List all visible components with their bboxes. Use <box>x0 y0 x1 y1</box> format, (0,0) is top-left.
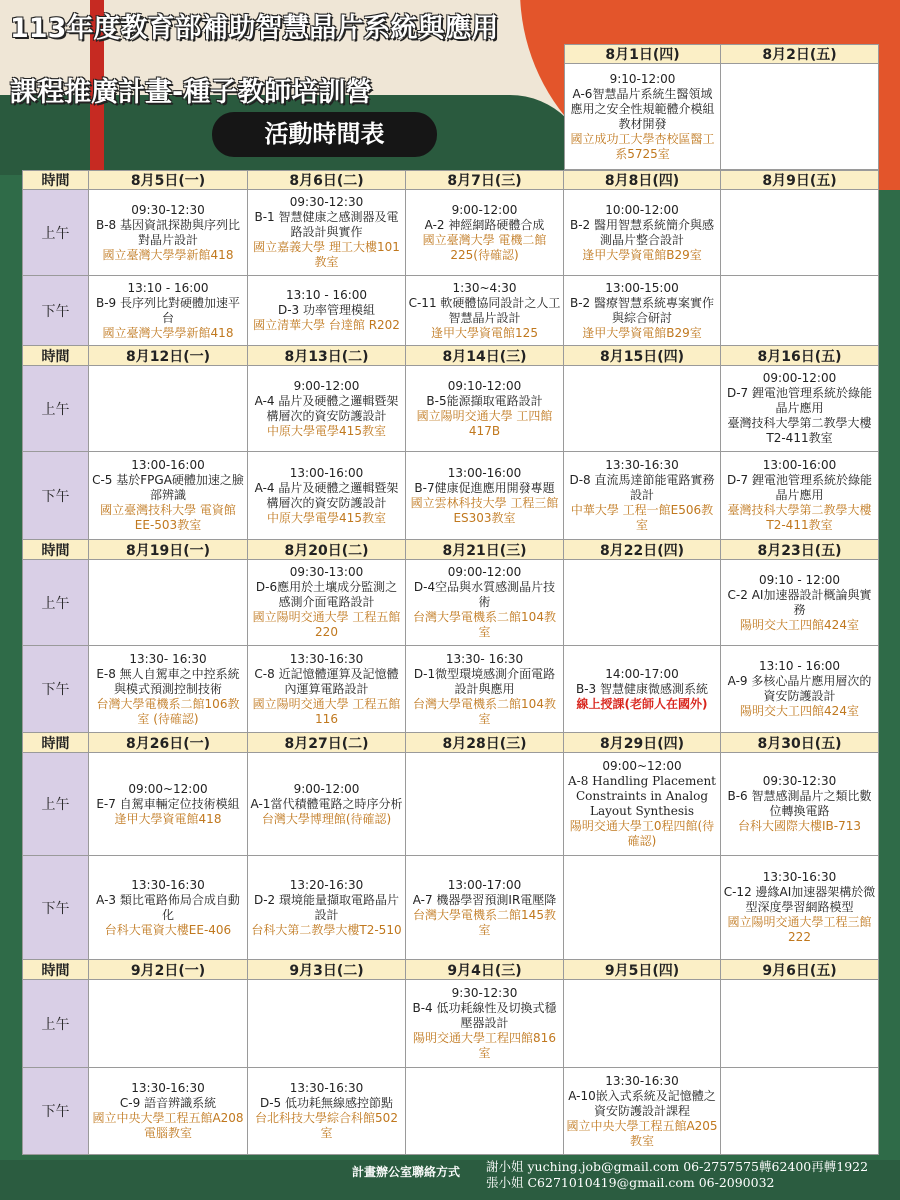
session-location: 陽明交大工四館424室 <box>740 704 859 718</box>
session-cell-pm <box>89 452 248 540</box>
time-column-header: 時間 <box>22 540 89 560</box>
session-location: 台灣大學電機系二館104教室 <box>413 696 556 726</box>
session-course: B-1 智慧健康之感測器及電路設計與實作 <box>254 210 399 239</box>
session-time: 09:30-13:00 <box>289 565 364 579</box>
session-time: 9:00-12:00 <box>293 378 360 393</box>
day-header: 8月14日(三) <box>406 346 564 366</box>
session-cell-am <box>406 366 564 452</box>
session-cell-pm <box>89 856 248 960</box>
session-course: A-6智慧晶片系統生醫領域應用之安全性規範體介模組教材開發 <box>570 86 715 131</box>
day-header: 8月26日(一) <box>89 733 248 753</box>
session-cell-am <box>248 366 406 452</box>
session-cell-am <box>721 980 879 1068</box>
session-cell-am <box>89 190 248 276</box>
session-cell-pm <box>89 276 248 346</box>
session-course: B-3 智慧健康微感測系統 <box>575 681 708 696</box>
session-time: 13:00-16:00 <box>131 458 205 472</box>
day-header: 8月6日(二) <box>248 170 406 190</box>
time-column-header: 時間 <box>22 170 89 190</box>
session-location: 中華大學 工程一館E506教室 <box>570 503 714 532</box>
session-cell-am <box>406 753 564 856</box>
session-course: D-1微型環境感測介面電路設計與應用 <box>413 666 556 696</box>
day-header: 8月22日(四) <box>564 540 721 560</box>
session-cell-am <box>721 753 879 856</box>
day-header: 8月23日(五) <box>721 540 879 560</box>
session-course: D-7 鋰電池管理系統於綠能晶片應用 <box>726 473 873 502</box>
session-location: 台灣大學博理館(待確認) <box>261 811 392 826</box>
session-cell-pm <box>564 646 721 733</box>
session-time: 9:30-12:30 <box>451 986 518 1000</box>
session-course: A-10嵌入式系統及記憶體之資安防護設計課程 <box>568 1088 716 1118</box>
session-cell-pm <box>564 1068 721 1155</box>
session-cell-am <box>564 190 721 276</box>
session-time: 10:00-12:00 <box>605 202 679 217</box>
session-time: 13:30-16:30 <box>289 1081 364 1095</box>
session-location: 臺灣技科大學第二教學大樓T2-411教室 <box>727 503 872 532</box>
pm-label: 下午 <box>22 856 89 960</box>
session-course: D-6應用於土壤成分監測之感測介面電路設計 <box>255 580 398 609</box>
session-course: D-4空品與水質感測晶片技術 <box>413 580 556 609</box>
session-time: 13:30-16:30 <box>605 458 679 472</box>
day-header: 8月12日(一) <box>89 346 248 366</box>
time-column-header: 時間 <box>22 960 89 980</box>
title-line-1: 113年度教育部補助智慧晶片系統與應用 <box>10 13 499 44</box>
session-time: 9:10-12:00 <box>609 71 676 86</box>
session-location: 國立中央大學工程五館A208電腦教室 <box>92 1111 244 1140</box>
session-time: 09:10-12:00 <box>447 378 522 393</box>
session-time: 9:00-12:00 <box>451 202 518 217</box>
session-time: 13:10 - 16:00 <box>127 280 209 295</box>
session-cell-am <box>721 190 879 276</box>
session-course: C-9 語音辨識系統 <box>119 1096 217 1110</box>
session-location: 陽明交通大學工0程四館(待確認) <box>569 819 715 848</box>
session-cell-pm <box>406 452 564 540</box>
am-label: 上午 <box>22 190 89 276</box>
session-course: D-7 鋰電池管理系統於綠能晶片應用 <box>726 386 873 415</box>
day-header: 8月7日(三) <box>406 170 564 190</box>
session-cell-am <box>721 560 879 646</box>
footer-contact-line-2: 張小姐 C6271010419@gmail.com 06-2090032 <box>486 1175 775 1190</box>
day-header: 8月13日(二) <box>248 346 406 366</box>
session-location: 陽明交大工四館424室 <box>740 617 859 632</box>
session-location: 國立陽明交通大學工程三館222 <box>727 915 872 944</box>
day-header: 9月6日(五) <box>721 960 879 980</box>
session-time: 09:00~12:00 <box>602 759 682 773</box>
session-location: 中原大學電學415教室 <box>267 423 386 438</box>
session-location: 國立臺灣大學 電機二館225(待確認) <box>422 232 547 262</box>
session-cell-pm <box>89 646 248 733</box>
session-location: 台科大國際大樓IB-713 <box>737 819 861 833</box>
session-cell-am <box>248 560 406 646</box>
day-header-pre-0: 8月1日(四) <box>564 44 721 64</box>
session-time: 13:30-16:30 <box>131 877 205 892</box>
pm-label: 下午 <box>22 452 89 540</box>
session-time: 13:30- 16:30 <box>129 651 207 666</box>
session-course: A-1當代積體電路之時序分析 <box>250 796 403 811</box>
session-location: 國立臺灣大學學新館418 <box>102 247 234 262</box>
am-label: 上午 <box>22 560 89 646</box>
session-location: 陽明交通大學工程四館816室 <box>413 1031 556 1060</box>
day-header: 9月4日(三) <box>406 960 564 980</box>
session-cell-pm <box>564 276 721 346</box>
session-cell-am <box>564 366 721 452</box>
session-course: B-4 低功耗線性及切換式穩壓器設計 <box>412 1001 557 1030</box>
session-location: 國立清華大學 台達館 R202 <box>253 318 400 332</box>
session-location: 國立雲林科技大學 工程三館ES303教室 <box>410 495 559 525</box>
session-course: A-2 神經網路硬體合成 <box>424 217 545 232</box>
session-cell-pm <box>248 646 406 733</box>
day-header: 8月5日(一) <box>89 170 248 190</box>
am-label: 上午 <box>22 366 89 452</box>
session-cell-pm <box>248 1068 406 1155</box>
footer-contact-line-1: 謝小姐 yuching.job@gmail.com 06-2757575轉62400再轉1922 <box>486 1159 869 1174</box>
session-time: 13:00-16:00 <box>289 465 364 480</box>
session-location: 台灣大學電機系二館104教室 <box>413 610 556 639</box>
session-time: 13:30- 16:30 <box>445 651 524 666</box>
day-header: 8月8日(四) <box>564 170 721 190</box>
session-time: 09:30-12:30 <box>762 774 837 788</box>
session-location: 線上授課(老師人在國外) <box>576 696 708 711</box>
session-location: 逢甲大學資電館125 <box>431 325 538 340</box>
session-location: 台灣大學電機系二館106教室 (待確認) <box>96 696 240 726</box>
session-course: A-9 多核心晶片應用層次的資安防護設計 <box>727 674 872 703</box>
session-location: 逢甲大學資電館B29室 <box>582 247 702 262</box>
session-time: 09:00-12:00 <box>762 371 837 385</box>
session-cell-pm <box>406 646 564 733</box>
session-time: 09:10 - 12:00 <box>758 572 841 587</box>
session-location: 國立成功工大學杏校區醫工系5725室 <box>570 131 715 161</box>
session-location: 國立嘉義大學 理工大樓101教室 <box>253 240 400 269</box>
session-location: 台灣大學電機系二館145教室 <box>413 907 556 937</box>
session-time: 14:00-17:00 <box>605 666 679 681</box>
session-cell-am <box>721 366 879 452</box>
session-location: 逢甲大學資電館B29室 <box>582 325 702 340</box>
am-label: 上午 <box>22 753 89 856</box>
session-cell-pm <box>721 856 879 960</box>
day-header: 9月2日(一) <box>89 960 248 980</box>
session-course: B-2 醫療智慧系統專案實作與綜合研討 <box>569 295 714 325</box>
session-course: C-12 邊緣AI加速器架構於微型深度學習網路模型 <box>723 885 876 914</box>
title-line-2: 課程推廣計畫-種子教師培訓營 <box>10 77 373 108</box>
pm-label: 下午 <box>22 1068 89 1155</box>
session-cell-am <box>564 980 721 1068</box>
session-cell-am <box>89 366 248 452</box>
session-cell-am <box>248 190 406 276</box>
day-header: 8月27日(二) <box>248 733 406 753</box>
session-cell-am <box>89 753 248 856</box>
session-cell-am <box>248 753 406 856</box>
session-time: 09:30-12:30 <box>289 195 364 209</box>
session-location: 台科大第二教學大樓T2-510 <box>251 922 402 937</box>
session-cell-am <box>406 560 564 646</box>
day-header: 8月20日(二) <box>248 540 406 560</box>
am-label: 上午 <box>22 980 89 1068</box>
session-location: 國立中央大學工程五館A205教室 <box>566 1118 718 1148</box>
session-cell-pm <box>564 452 721 540</box>
day-header: 8月28日(三) <box>406 733 564 753</box>
day-header: 8月16日(五) <box>721 346 879 366</box>
session-course: C-8 近記憶體運算及記憶體內運算電路設計 <box>254 666 399 696</box>
session-course: B-5能源擷取電路設計 <box>426 393 543 408</box>
session-cell-pm <box>406 856 564 960</box>
session-cell-am <box>406 190 564 276</box>
session-time: 13:00-17:00 <box>447 877 522 892</box>
session-cell-pm <box>248 856 406 960</box>
session-time: 13:00-16:00 <box>762 458 837 472</box>
session-course: B-6 智慧感測晶片之類比數位轉換電路 <box>727 789 872 818</box>
time-column-header: 時間 <box>22 346 89 366</box>
session-cell-am <box>406 980 564 1068</box>
day-header: 8月29日(四) <box>564 733 721 753</box>
session-cell-pm <box>721 452 879 540</box>
footer-contact-label: 計畫辦公室聯絡方式 <box>352 1165 461 1179</box>
session-course: C-11 軟硬體協同設計之人工智慧晶片設計 <box>408 295 561 325</box>
day-header: 8月9日(五) <box>721 170 879 190</box>
session-time: 9:00-12:00 <box>293 781 360 796</box>
session-time: 09:00~12:00 <box>128 781 208 796</box>
session-course: E-7 自駕車輛定位技術模組 <box>96 796 240 811</box>
session-course: A-4 晶片及硬體之邏輯暨架構層次的資安防護設計 <box>254 393 399 423</box>
session-time: 13:30-16:30 <box>289 651 364 666</box>
session-cell-pm <box>564 856 721 960</box>
session-cell-pre-1 <box>721 64 879 170</box>
session-cell-pm <box>248 452 406 540</box>
session-cell-pm <box>406 1068 564 1155</box>
session-cell-am <box>564 753 721 856</box>
time-column-header: 時間 <box>22 733 89 753</box>
session-location: 台北科技大學綜合科館502室 <box>255 1111 398 1140</box>
day-header: 9月3日(二) <box>248 960 406 980</box>
session-location: 國立陽明交通大學 工程五館220 <box>252 610 401 639</box>
session-time: 13:30-16:30 <box>131 1081 205 1095</box>
session-time: 1:30~4:30 <box>452 280 517 295</box>
day-header: 8月21日(三) <box>406 540 564 560</box>
session-cell-pm <box>721 276 879 346</box>
session-course: D-8 直流馬達節能電路實務設計 <box>569 473 715 502</box>
session-location-note: 臺灣技科大學第二教學大樓T2-411教室 <box>727 416 872 445</box>
session-time: 13:10 - 16:00 <box>758 659 841 673</box>
session-course: D-2 環境能量擷取電路晶片設計 <box>253 892 400 922</box>
session-cell-am <box>89 560 248 646</box>
session-time: 09:00-12:00 <box>447 565 522 579</box>
session-course: E-8 無人自駕車之中控系統與模式預測控制技術 <box>96 666 240 696</box>
session-time: 13:00-15:00 <box>605 280 679 295</box>
session-course: A-4 晶片及硬體之邏輯暨架構層次的資安防護設計 <box>254 480 399 510</box>
session-location: 國立臺灣大學學新館418 <box>102 325 234 340</box>
session-course: B-9 長序列比對硬體加速平台 <box>95 295 240 325</box>
session-cell-pm <box>248 276 406 346</box>
session-cell-pm <box>406 276 564 346</box>
session-cell-pm <box>721 646 879 733</box>
session-time: 13:20-16:30 <box>289 877 364 892</box>
session-location: 逢甲大學資電館418 <box>114 811 222 826</box>
day-header: 8月15日(四) <box>564 346 721 366</box>
day-header: 9月5日(四) <box>564 960 721 980</box>
session-course: A-3 類比電路佈局合成自動化 <box>96 892 240 922</box>
session-course: B-7健康促進應用開發專題 <box>414 480 555 495</box>
session-course: B-8 基因資訊探勘與序列比對晶片設計 <box>95 217 240 247</box>
session-cell-pm <box>721 1068 879 1155</box>
day-header-pre-1: 8月2日(五) <box>721 44 879 64</box>
session-cell-pre-0 <box>564 64 721 170</box>
session-course: A-7 機器學習預測IR電壓降 <box>412 892 557 907</box>
pm-label: 下午 <box>22 646 89 733</box>
session-course: C-5 基於FPGA硬體加速之臉部辨識 <box>92 473 244 502</box>
session-course: A-8 Handling Placement Constraints in Analog Layout Synthesis <box>567 774 717 818</box>
session-time: 13:00-16:00 <box>447 465 522 480</box>
session-cell-pm <box>89 1068 248 1155</box>
session-time: 13:10 - 16:00 <box>285 288 368 302</box>
session-course: D-5 低功耗無線感控節點 <box>259 1096 394 1110</box>
day-header: 8月19日(一) <box>89 540 248 560</box>
session-location: 國立陽明交通大學 工程五館116 <box>252 696 401 726</box>
session-location: 台科大電資大樓EE-406 <box>104 922 232 937</box>
session-location: 國立陽明交通大學 工四館417B <box>416 408 553 438</box>
session-course: C-2 AI加速器設計概論與實務 <box>727 587 872 617</box>
session-time: 13:30-16:30 <box>605 1073 679 1088</box>
session-location: 國立臺灣技科大學 電資館EE-503教室 <box>100 503 236 532</box>
schedule-title-badge: 活動時間表 <box>212 112 437 157</box>
session-course: D-3 功率管理模組 <box>277 303 376 317</box>
session-time: 13:30-16:30 <box>762 870 837 884</box>
session-time: 09:30-12:30 <box>131 202 205 217</box>
pm-label: 下午 <box>22 276 89 346</box>
day-header: 8月30日(五) <box>721 733 879 753</box>
session-course: B-2 醫用智慧系統簡介與感測晶片整合設計 <box>569 217 714 247</box>
session-cell-am <box>248 980 406 1068</box>
session-location: 中原大學電學415教室 <box>267 510 386 525</box>
session-cell-am <box>89 980 248 1068</box>
session-cell-am <box>564 560 721 646</box>
